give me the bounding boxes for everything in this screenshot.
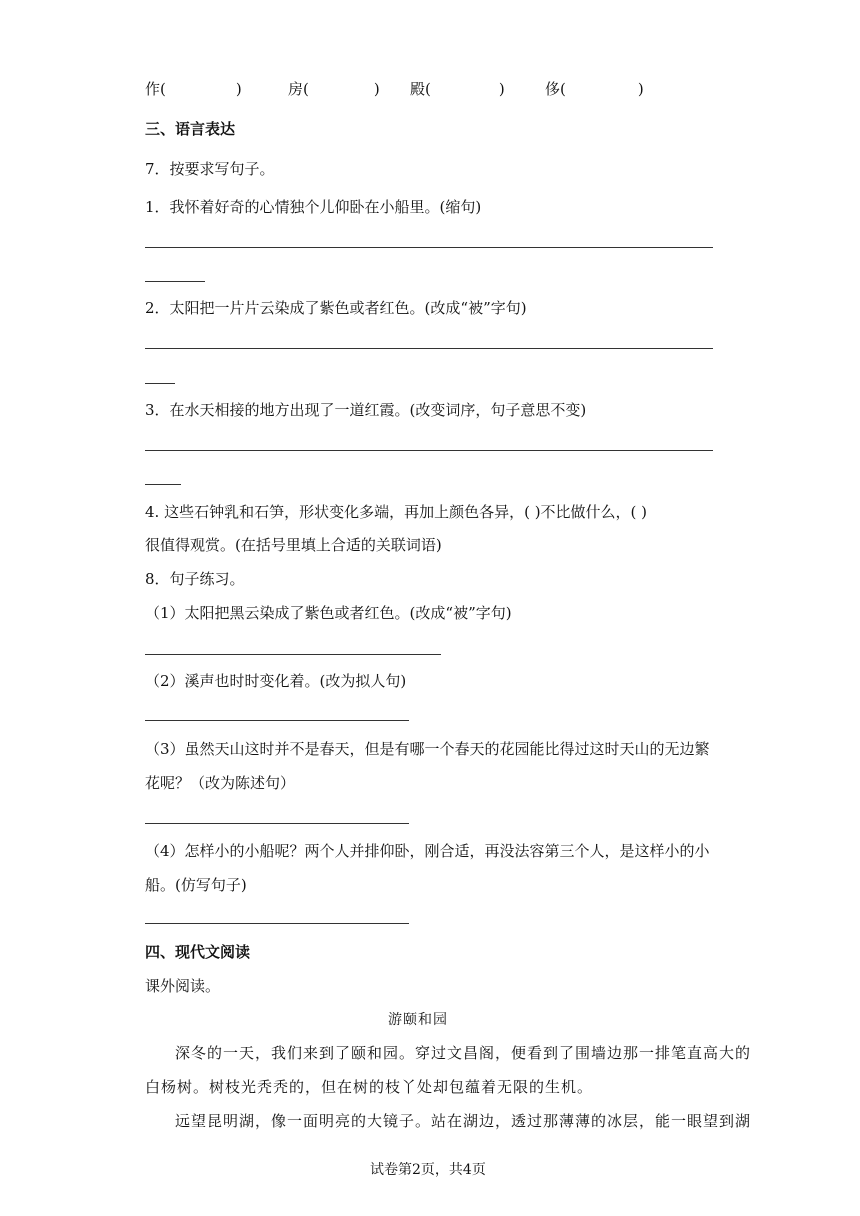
q7-item-1: 1．我怀着好奇的心情独个儿仰卧在小船里。(缩句) bbox=[145, 198, 482, 216]
q7-item-4-cont: 很值得观赏。(在括号里填上合适的关联词语) bbox=[145, 536, 442, 554]
answer-line[interactable] bbox=[145, 383, 175, 384]
q7-item-2: 2．太阳把一片片云染成了紫色或者红色。(改成“被”字句) bbox=[145, 299, 527, 317]
section-3-title: 三、语言表达 bbox=[145, 120, 236, 138]
q7-title: 7．按要求写句子。 bbox=[145, 160, 275, 178]
answer-line[interactable] bbox=[145, 484, 181, 485]
q6-item-4: 侈( ) bbox=[545, 80, 644, 98]
q8-item-1: （1）太阳把黑云染成了紫色或者红色。(改成“被”字句) bbox=[145, 604, 512, 622]
q8-item-4-cont: 船。(仿写句子) bbox=[145, 876, 247, 894]
q8-item-4: （4）怎样小的小船呢？两个人并排仰卧，刚合适，再没法容第三个人，是这样小的小 bbox=[145, 842, 710, 860]
answer-line[interactable] bbox=[145, 450, 713, 451]
page-footer: 试卷第2页，共4页 bbox=[370, 1162, 486, 1178]
q6-item-2: 房( ) bbox=[288, 80, 380, 98]
q6-item-3: 殿( ) bbox=[410, 80, 505, 98]
q8-item-2: （2）溪声也时时变化着。(改为拟人句) bbox=[145, 672, 407, 690]
section-4-subtitle: 课外阅读。 bbox=[145, 977, 221, 995]
reading-title: 游颐和园 bbox=[388, 1012, 448, 1028]
answer-line[interactable] bbox=[145, 281, 205, 282]
answer-line[interactable] bbox=[145, 823, 409, 824]
answer-line[interactable] bbox=[145, 923, 409, 924]
q8-title: 8．句子练习。 bbox=[145, 570, 245, 588]
q8-item-3-cont: 花呢？（改为陈述句） bbox=[145, 774, 296, 792]
q7-item-3: 3．在水天相接的地方出现了一道红霞。(改变词序，句子意思不变) bbox=[145, 401, 587, 419]
reading-line-1: 深冬的一天，我们来到了颐和园。穿过文昌阁，便看到了围墙边那一排笔直高大的 bbox=[175, 1044, 752, 1062]
answer-line[interactable] bbox=[145, 654, 441, 655]
q7-item-4: 4. 这些石钟乳和石笋，形状变化多端，再加上颜色各异，( )不比做什么，( ) bbox=[145, 503, 648, 521]
answer-line[interactable] bbox=[145, 348, 713, 349]
q8-item-3: （3）虽然天山这时并不是春天，但是有哪一个春天的花园能比得过这时天山的无边繁 bbox=[145, 740, 710, 758]
section-4-title: 四、现代文阅读 bbox=[145, 943, 251, 961]
q6-item-1: 作( ) bbox=[145, 80, 242, 98]
answer-line[interactable] bbox=[145, 247, 713, 248]
reading-line-3: 远望昆明湖，像一面明亮的大镜子。站在湖边，透过那薄薄的冰层，能一眼望到湖 bbox=[175, 1112, 752, 1130]
answer-line[interactable] bbox=[145, 720, 409, 721]
reading-line-2: 白杨树。树枝光秃秃的，但在树的枝丫处却包蕴着无限的生机。 bbox=[145, 1078, 594, 1096]
